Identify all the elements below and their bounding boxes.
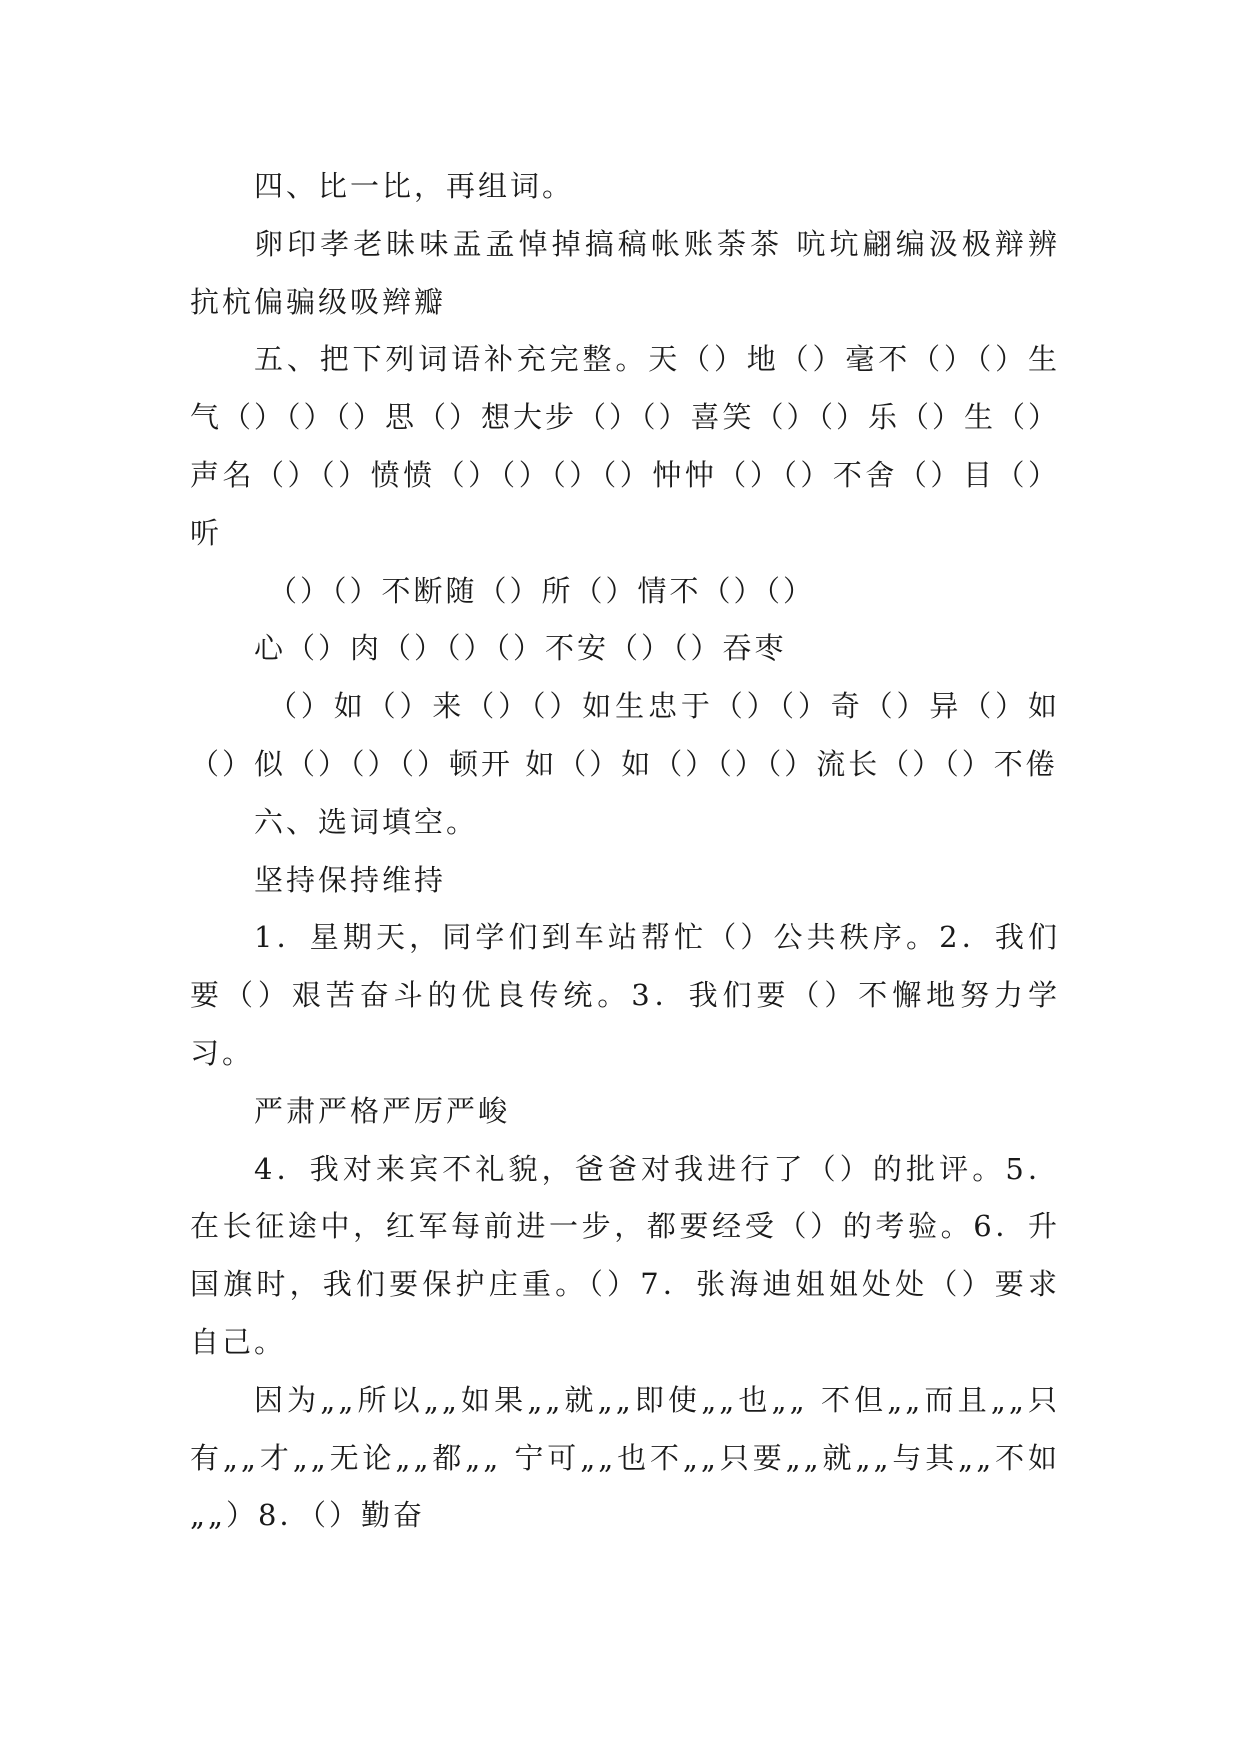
section-5-line-2: （）（）不断随（）所（）情不（）（） [268,573,816,608]
section-5-title: 五、把下列词语补充完整。天（）地（）毫不（）（）生气（）（）（）思（）想大步（）（）喜笑（）（）乐（）生（）声名（）（）愤愤（）（）（）（）忡忡（）（）不舍（）目（）听 [190,342,1061,550]
document-page [190,158,1060,1545]
section-6-questions-1-3: 1．星期天，同学们到车站帮忙（）公共秩序。2．我们要（）艰苦奋斗的优良传统。3．我们要（）不懈地努力学习。 [190,920,1060,1070]
section-6-word-group-1: 坚持保持维持 [254,862,447,897]
section-6-title: 六、选词填空。 [254,804,479,839]
section-6-conjunctions: 因为„„所以„„如果„„就„„即使„„也„„ 不但„„而且„„只有„„才„„无论„„都„„ 宁可„„也不„„只要„„就„„与其„„不如„„）8．（）勤奋 [190,1382,1060,1533]
section-6-word-group-2: 严肃严格严厉严峻 [254,1093,511,1128]
section-6-questions-4-7: 4．我对来宾不礼貌，爸爸对我进行了（）的批评。5．在长征途中，红军每前进一步，都要经受（）的考验。6．升国旗时，我们要保护庄重。（）7．张海迪姐姐处处（）要求自己。 [190,1151,1060,1359]
section-4-characters: 卵印孝老昧味盂孟悼掉搞稿帐账荼茶 吭坑翩编汲极辩辨 抗杭偏骗级吸辫瓣 [190,226,1060,319]
section-5-line-4: （）如（）来（）（）如生忠于（）（）奇（）异（）如（）似（）（）（）顿开 如（）如（）（）（）流长（）（）不倦 [190,689,1060,781]
section-5-line-3: 心（）肉（）（）（）不安（）（）吞枣 [254,631,787,666]
section-4-title: 四、比一比，再组词。 [254,169,575,203]
